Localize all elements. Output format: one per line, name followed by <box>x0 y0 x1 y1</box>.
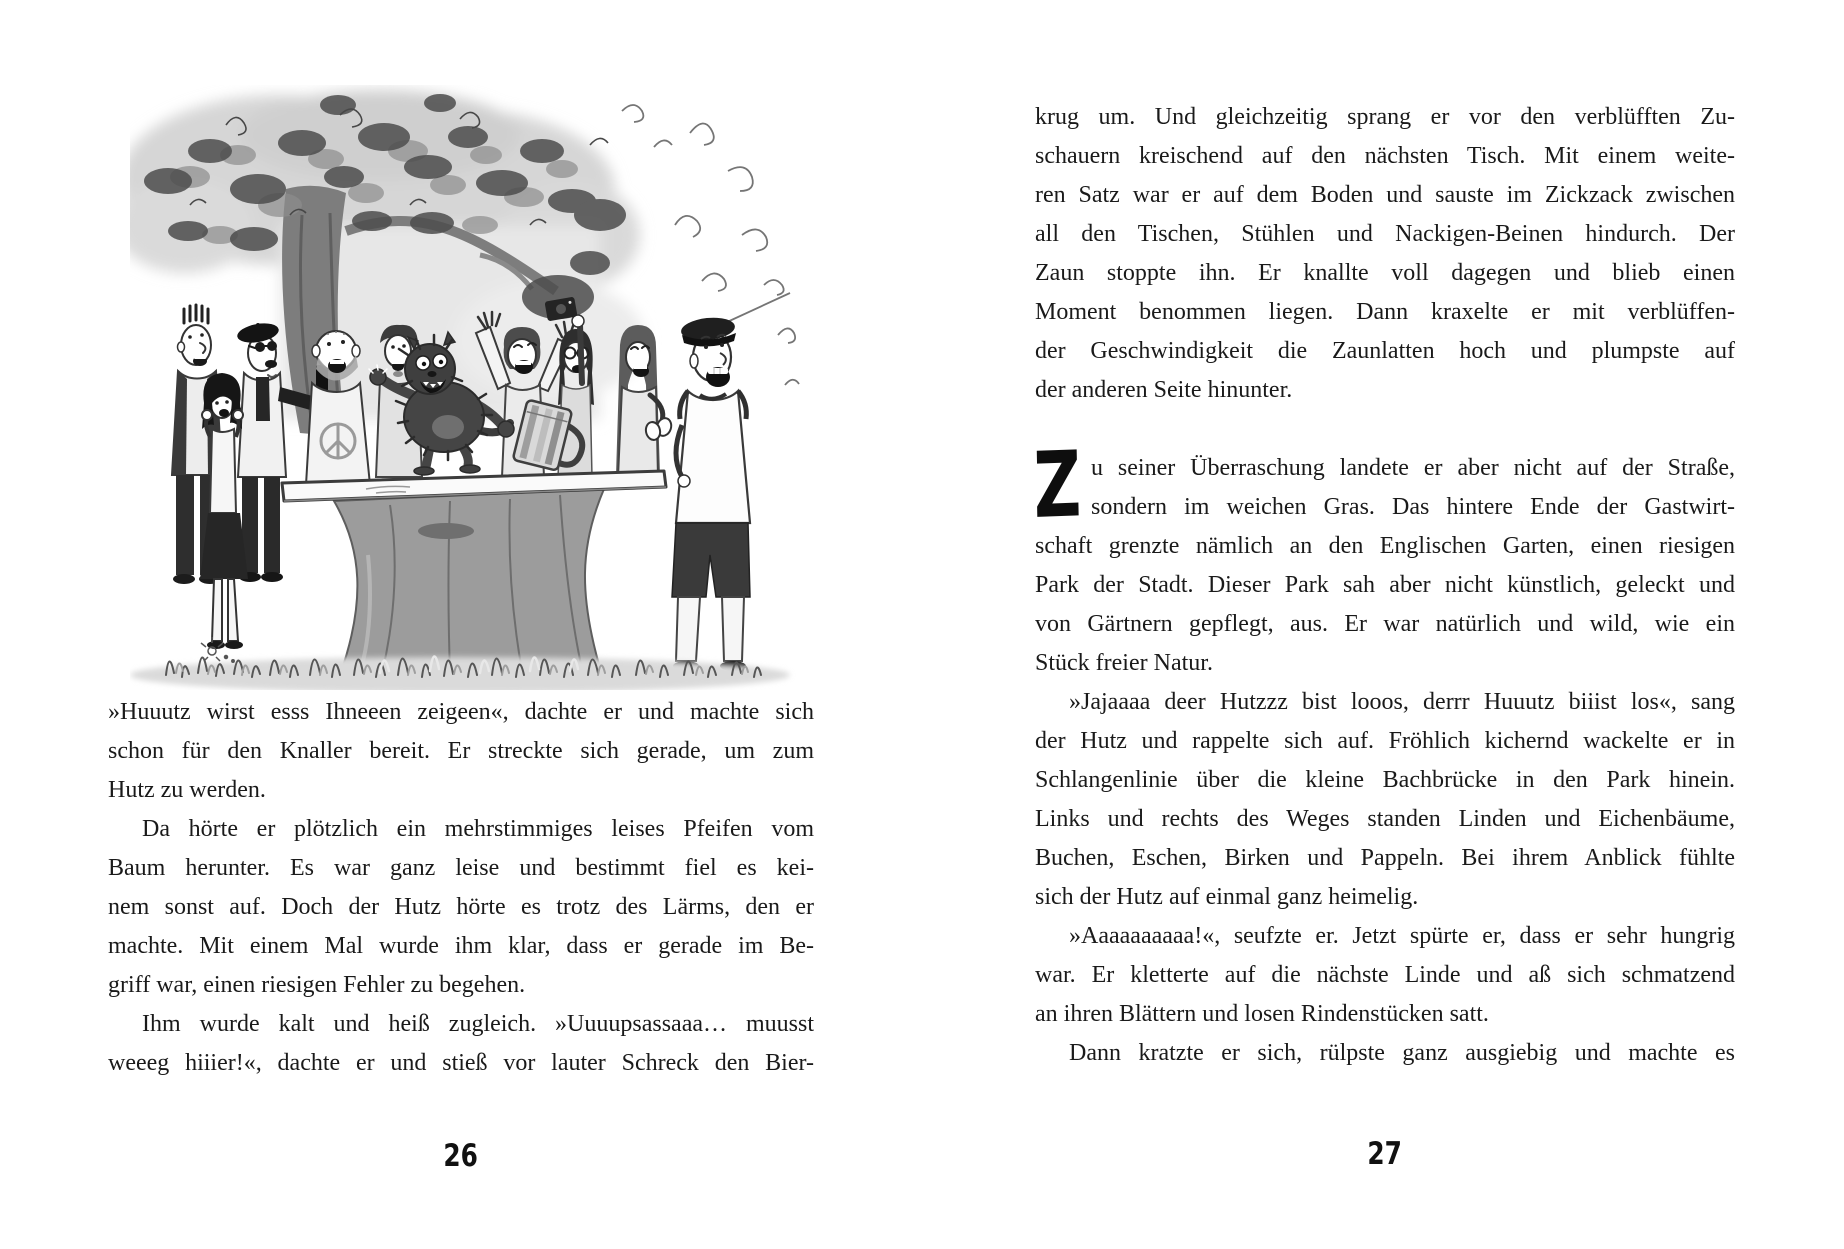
story-illustration <box>130 85 800 690</box>
text-line: Hutz zu werden. <box>108 777 266 803</box>
text-line: u seiner Überraschung landete er aber nicht auf der Straße, <box>1091 455 1735 481</box>
text-line: Links und rechts des Weges standen Linden und Eichenbäume, <box>1035 806 1735 832</box>
text-line: sich der Hutz auf einmal ganz heimelig. <box>1035 884 1419 910</box>
person-long-hair <box>616 325 673 477</box>
text-line: Stück freier Natur. <box>1035 650 1213 676</box>
text-line: all den Tischen, Stühlen und Nackigen-Beinen hindurch. Der <box>1035 221 1735 247</box>
text-line: war. Er kletterte auf die nächste Linde und aß sich schmatzend <box>1035 962 1735 988</box>
page-number-right-value: 27 <box>1367 1136 1403 1172</box>
person-flat-cap <box>672 315 750 671</box>
text-line: sondern im weichen Gras. Das hintere Ende der Gastwirt- <box>1091 494 1735 520</box>
text-line: »Aaaaaaaaaa!«, seufzte er. Jetzt spürte er, dass er sehr hungrig <box>1069 923 1735 949</box>
text-line: schaft grenzte nämlich an den Englischen Garten, einen riesigen <box>1035 533 1735 559</box>
text-line: Da hörte er plötzlich ein mehrstimmiges leises Pfeifen vom <box>142 816 814 842</box>
text-line: Dann kratzte er sich, rülpste ganz ausgiebig und machte es <box>1069 1040 1735 1066</box>
text-line: Baum herunter. Es war ganz leise und bestimmt fiel es kei- <box>108 855 814 881</box>
left-page-text <box>108 693 814 1083</box>
text-line: Buchen, Eschen, Birken und Pappeln. Bei ihrem Anblick fühlte <box>1035 845 1735 871</box>
text-line: von Gärtnern gepflegt, aus. Er war natürlich und wild, wie ein <box>1035 611 1735 637</box>
text-line: weeeg hiiier!«, dachte er und stieß vor lauter Schreck den Bier- <box>108 1050 814 1076</box>
text-line: Ihm wurde kalt und heiß zugleich. »Uuuupsassaaa… muusst <box>142 1011 814 1037</box>
text-line: schauern kreischend auf den nächsten Tisch. Mit einem weite- <box>1035 143 1735 169</box>
text-line: Zaun stoppte ihn. Er knallte voll dagegen und blieb einen <box>1035 260 1735 286</box>
wooden-table <box>282 471 666 675</box>
text-line: der Hutz und rappelte sich auf. Fröhlich kichernd wackelte er in <box>1035 728 1735 754</box>
page-number-right <box>1035 1136 1735 1172</box>
text-line: der Geschwindigkeit die Zaunlatten hoch und plumpste auf <box>1035 338 1735 364</box>
text-line: nem sonst auf. Doch der Hutz hörte es trotz des Lärms, den er <box>108 894 814 920</box>
text-line: Moment benommen liegen. Dann kraxelte er mit verblüffen- <box>1035 299 1735 325</box>
text-line: »Huuutz wirst esss Ihneeen zeigeen«, dachte er und machte sich <box>108 699 814 725</box>
text-line: »Jajaaaa deer Hutzzz bist looos, derrr Huuutz biiist los«, sang <box>1069 689 1735 715</box>
text-line: ren Satz war er auf dem Boden und sauste im Zickzack zwischen <box>1035 182 1735 208</box>
right-page-text <box>1032 98 1735 1073</box>
text-line: Schlangenlinie über die kleine Bachbrücke in den Park hinein. <box>1035 767 1735 793</box>
drop-cap: Z <box>1032 430 1082 539</box>
text-line: machte. Mit einem Mal wurde ihm klar, dass er gerade im Be- <box>108 933 814 959</box>
page-number-left <box>108 1138 814 1174</box>
text-line: der anderen Seite hinunter. <box>1035 377 1293 403</box>
text-line: griff war, einen riesigen Fehler zu begehen. <box>108 972 526 998</box>
text-line: an ihren Blättern und losen Rindenstücken satt. <box>1035 1001 1489 1027</box>
text-line: schon für den Knaller bereit. Er streckte sich gerade, um zum <box>108 738 814 764</box>
text-line: Park der Stadt. Dieser Park sah aber nicht künstlich, geleckt und <box>1035 572 1735 598</box>
text-line: krug um. Und gleichzeitig sprang er vor den verblüfften Zu- <box>1035 104 1735 130</box>
page-number-left-value: 26 <box>443 1138 479 1174</box>
